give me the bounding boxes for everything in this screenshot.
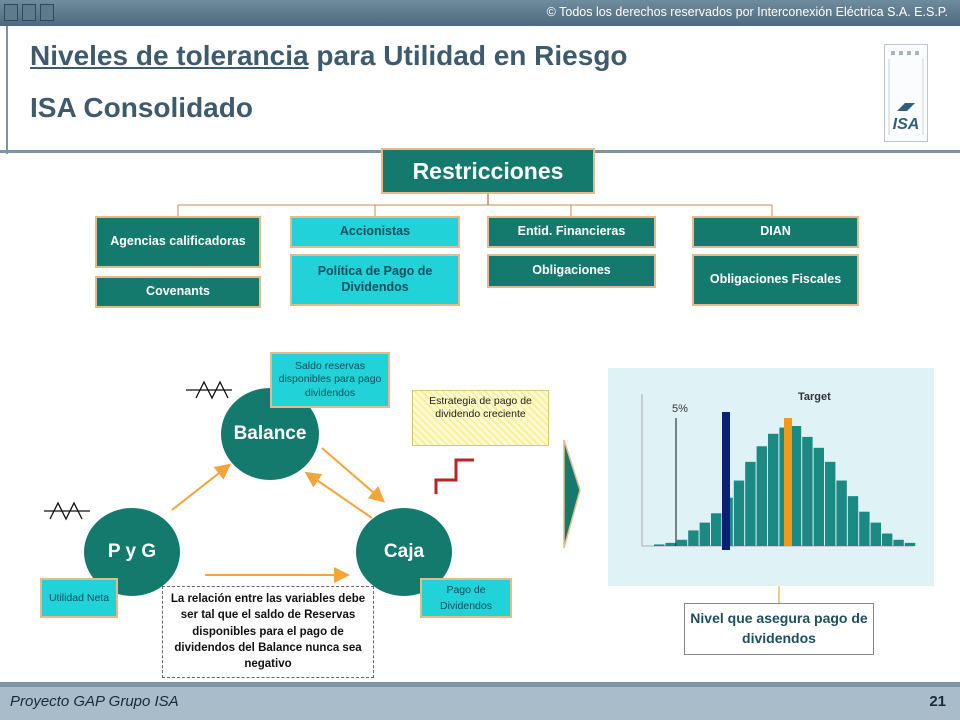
obligaciones-box: Obligaciones [487,254,656,288]
zigzag-pyg-icon [44,503,90,519]
chart-svg [608,368,934,586]
pago-note: Pago de Dividendos [420,578,512,618]
title-underlined: Niveles de tolerancia [30,40,309,71]
arrow-balance-caja [322,448,382,500]
logo-text: ISA [892,116,920,133]
histogram-bar [757,446,767,546]
histogram-bar [825,462,835,546]
histogram-bar [688,530,698,546]
footer-project: Proyecto GAP Grupo ISA [10,693,179,710]
restricciones-box: Restricciones [381,148,595,194]
target-label: Target [798,391,831,403]
histogram-bar [700,523,710,546]
histogram-bar [711,513,721,546]
relacion-note: La relación entre las variables debe ser tal que el saldo de Reservas disponibles para el pago de dividendos del Balance nunca sea negativo [162,586,374,678]
caja-node: Caja [356,508,452,596]
histogram-bar [871,523,881,546]
pyg-node: P y G [84,508,180,596]
histogram-bar [665,543,675,546]
covenants-box: Covenants [95,276,261,308]
saldo-note: Saldo reservas disponibles para pago dividendos [270,352,390,408]
histogram-bar [859,512,869,546]
histogram-bar [791,426,801,546]
histogram-bar [893,540,903,546]
page-number: 21 [929,693,946,710]
five-pct-line [722,412,730,550]
arrow-pyg-balance [172,466,228,510]
title-rest: para Utilidad en Riesgo [308,40,628,71]
histogram-bar [768,434,778,546]
staircase-icon [436,460,474,494]
target-line [784,418,792,546]
balance-node: Balance [221,388,319,480]
histogram-bar [734,481,744,546]
histogram-bar [654,544,664,546]
obligaciones-fiscales-box: Obligaciones Fiscales [692,254,859,306]
entidades-box: Entid. Financieras [487,216,656,248]
histogram-bar [882,534,892,546]
dian-box: DIAN [692,216,859,248]
histogram-bar [802,437,812,546]
histogram-bar [677,540,687,546]
utilidad-note: Utilidad Neta [40,578,118,618]
arrow-caja-balance [308,474,372,518]
agencias-box: Agencias calificadoras [95,216,261,268]
chevron-right-icon [564,440,580,548]
distribution-chart [608,368,934,586]
zigzag-balance-icon [186,382,232,398]
histogram-bar [848,496,858,546]
copyright-text: © Todos los derechos reservados por Interconexión Eléctrica S.A. E.S.P. [546,5,948,19]
accionistas-box: Accionistas [290,216,460,248]
histogram-bar [745,462,755,546]
histogram-bar [905,543,915,546]
page-subtitle: ISA Consolidado [30,92,253,123]
nivel-callout: Nivel que asegura pago de dividendos [684,603,874,655]
histogram-bar [814,448,824,546]
estrategia-note: Estrategia de pago de dividendo creciente [412,390,549,446]
politica-box: Política de Pago de Dividendos [290,254,460,306]
histogram-bar [836,481,846,546]
five-pct-label: 5% [672,403,688,415]
